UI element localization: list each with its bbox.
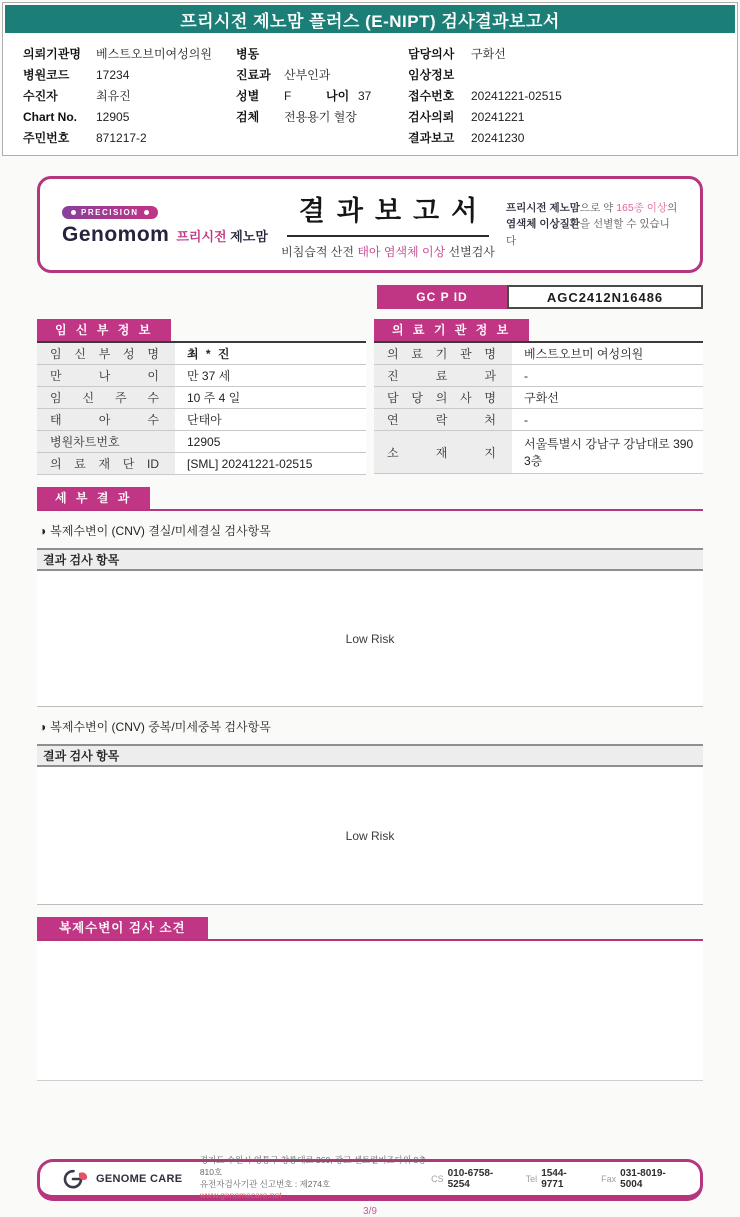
field-label: 병동 [236, 47, 260, 61]
clinic-info-table [374, 319, 703, 475]
column-header-text: 결과 검사 항목 [43, 749, 120, 763]
precision-badge-label: PRECISION [81, 208, 139, 217]
row-label: 만 나 이 [37, 365, 175, 386]
report-header-box [37, 176, 703, 273]
contact-value: 010-6758-5254 [447, 1167, 494, 1190]
result-value: Low Risk [345, 828, 395, 843]
table-row [374, 365, 703, 387]
brand-sub-accent: 프리시전 [176, 229, 227, 244]
field-label: 의뢰기관명 [23, 47, 81, 61]
half-circle-icon: ◑ [39, 720, 47, 734]
table-row [374, 343, 703, 365]
mother-info-title: 임 신 부 정 보 [37, 319, 171, 341]
field-row [408, 127, 737, 148]
contact-label: Fax [601, 1173, 617, 1184]
row-value: 베스트오브미 여성의원 [512, 343, 703, 364]
subtitle-accent: 태아 염색체 이상 [357, 245, 446, 259]
subtitle-suffix: 선별검사 [445, 245, 495, 259]
brand-sub-dark: 제노맘 [230, 229, 268, 244]
block-heading-text: 복제수변이 (CNV) 결실/미세결실 검사항목 [50, 524, 271, 538]
cnv-deletion-heading [39, 522, 703, 539]
row-value: 12905 [175, 431, 366, 452]
clinic-info-title: 의 료 기 관 정 보 [374, 319, 529, 341]
row-value: [SML] 20241221-02515 [175, 453, 366, 474]
field-row [23, 43, 236, 64]
report-tagline [506, 200, 678, 249]
tagline-text: 을 선별할 수 있습니다 [506, 218, 670, 247]
tagline-accent: 165종 이상 [616, 202, 668, 215]
field-label: 결과보고 [408, 131, 455, 145]
column-header-text: 결과 검사 항목 [43, 553, 120, 567]
field-row [236, 43, 408, 64]
field-label: Chart No. [23, 109, 77, 124]
contact-label: Tel [525, 1173, 538, 1184]
cnv-duplication-heading [39, 718, 703, 735]
field-row [408, 64, 737, 85]
table-row [374, 409, 703, 431]
page-number: 3/9 [363, 1206, 377, 1217]
field-label: 주민번호 [23, 131, 70, 145]
table-row [37, 365, 366, 387]
contact-label: CS [431, 1173, 444, 1184]
contact-value: 1544-9771 [541, 1167, 567, 1190]
field-label: 검체 [236, 110, 260, 124]
subtitle-prefix: 비침습적 산전 [281, 245, 358, 259]
footer-address [200, 1155, 431, 1203]
brand-line [62, 223, 270, 247]
report-title-bar [5, 5, 735, 33]
footer-website: www.genomecare.net [199, 1190, 282, 1201]
field-label: 수진자 [23, 89, 58, 103]
field-value: 최유진 [96, 89, 131, 103]
table-row [374, 431, 703, 474]
gcpid-label: GC P ID [377, 285, 507, 309]
report-document [37, 176, 703, 1217]
detail-results-header [37, 487, 703, 511]
contact-fax [601, 1168, 680, 1190]
tagline-bold: 프리시전 제노맘 [506, 202, 580, 215]
block-heading-text: 복제수변이 (CNV) 중복/미세중복 검사항목 [50, 720, 271, 734]
footer-box [37, 1154, 703, 1201]
contact-tel [526, 1168, 583, 1190]
document-subtitle [270, 243, 506, 260]
row-value: 구화선 [512, 387, 703, 408]
row-value: 서울특별시 강남구 강남대로 390 3층 [512, 431, 703, 473]
badge-dot-icon [71, 210, 76, 215]
table-row [37, 409, 366, 431]
genome-care-logo-icon [60, 1169, 90, 1189]
field-row [23, 64, 236, 85]
field-value: 17234 [96, 67, 130, 82]
report-title: 프리시전 제노맘 플러스 (E-NIPT) 검사결과보고서 [180, 11, 560, 31]
result-value: Low Risk [345, 631, 395, 646]
field-value: 전용용기 혈장 [284, 110, 357, 124]
row-value: 최 * 진 [175, 343, 366, 364]
field-row [236, 106, 408, 127]
row-label: 임 신 부 성 명 [37, 343, 175, 364]
row-label: 소 재 지 [374, 431, 512, 473]
table-row [37, 387, 366, 409]
table-row [37, 343, 366, 365]
footer-contacts [431, 1168, 680, 1190]
patient-fields-left [23, 43, 236, 148]
field-row [23, 127, 236, 148]
field-row-sex-age [236, 85, 408, 106]
detail-results-title: 세 부 결 과 [37, 487, 150, 509]
patient-header-box [2, 2, 738, 156]
address-line: 경기도 수원시 영통구 창룡대로 260, 광교 센트럴비즈타워 8층 810호 [199, 1154, 427, 1177]
field-value: 20241230 [471, 130, 525, 145]
field-label: 진료과 [236, 68, 271, 82]
genomom-logo [62, 202, 270, 247]
result-column-header [37, 744, 703, 767]
cnv-deletion-result [37, 571, 703, 707]
field-label: 접수번호 [408, 89, 455, 103]
cnv-opinion-content [37, 941, 703, 1081]
field-label: 검사의뢰 [408, 110, 455, 124]
genome-care-logo [60, 1169, 200, 1189]
field-value: F [284, 88, 292, 103]
field-value: 20241221-02515 [471, 88, 562, 103]
table-row [37, 453, 366, 475]
field-label: 나이 [326, 89, 350, 103]
field-value: 871217-2 [96, 130, 147, 145]
half-circle-icon: ◑ [39, 524, 47, 538]
report-title-block [270, 189, 506, 260]
patient-fields-mid [236, 43, 408, 148]
row-label: 태 아 수 [37, 409, 175, 430]
row-label: 임 신 주 수 [37, 387, 175, 408]
tagline-text: 의 [667, 202, 678, 215]
row-label: 진 료 과 [374, 365, 512, 386]
field-label: 병원코드 [23, 68, 70, 82]
genome-care-logo-text: GENOME CARE [96, 1172, 183, 1185]
precision-badge [62, 206, 158, 219]
badge-dot-icon [144, 210, 149, 215]
cnv-opinion-title: 복제수변이 검사 소견 [37, 917, 208, 939]
address-line: 유전자검사기관 신고번호 : 제274호 [199, 1178, 331, 1189]
field-value: 12905 [96, 109, 130, 124]
row-label: 연 락 처 [374, 409, 512, 430]
row-label: 담 당 의 사 명 [374, 387, 512, 408]
row-value: 만 37 세 [175, 365, 366, 386]
field-label: 임상정보 [408, 68, 455, 82]
clinic-info-header [374, 319, 703, 343]
cnv-opinion-header [37, 917, 703, 941]
patient-fields [3, 35, 737, 148]
row-label: 의 료 기 관 명 [374, 343, 512, 364]
tagline-text: 으로 약 [579, 202, 617, 215]
field-value: 베스트오브미여성의원 [96, 47, 212, 61]
row-value: - [512, 365, 703, 386]
row-value: 10 주 4 일 [175, 387, 366, 408]
row-value: 단태아 [175, 409, 366, 430]
table-row [374, 387, 703, 409]
gcpid-value: AGC2412N16486 [507, 285, 703, 309]
field-row [408, 85, 737, 106]
field-label: 담당의사 [408, 47, 455, 61]
gcpid-row [37, 285, 703, 309]
tagline-bold: 염색체 이상질환 [506, 218, 580, 231]
field-row [23, 85, 236, 106]
field-value: 산부인과 [284, 68, 331, 82]
field-row [408, 106, 737, 127]
info-tables [37, 319, 703, 475]
document-title: 결과보고서 [287, 189, 489, 237]
brand-subtitle [176, 226, 268, 245]
contact-value: 031-8019-5004 [620, 1167, 666, 1190]
cnv-duplication-result [37, 767, 703, 905]
row-value: - [512, 409, 703, 430]
brand-wordmark: Genomom [62, 223, 170, 246]
field-row [23, 106, 236, 127]
table-row [37, 431, 366, 453]
patient-fields-right [408, 43, 737, 148]
row-label: 의 료 재 단 ID [37, 453, 175, 474]
mother-info-table [37, 319, 366, 475]
row-label: 병원차트번호 [37, 431, 175, 452]
field-row [408, 43, 737, 64]
field-value: 구화선 [471, 47, 506, 61]
mother-info-header [37, 319, 366, 343]
result-column-header [37, 548, 703, 571]
field-label: 성별 [236, 89, 260, 103]
field-value: 20241221 [471, 109, 525, 124]
field-value: 37 [358, 88, 372, 103]
contact-cs [431, 1168, 508, 1190]
field-row [236, 64, 408, 85]
